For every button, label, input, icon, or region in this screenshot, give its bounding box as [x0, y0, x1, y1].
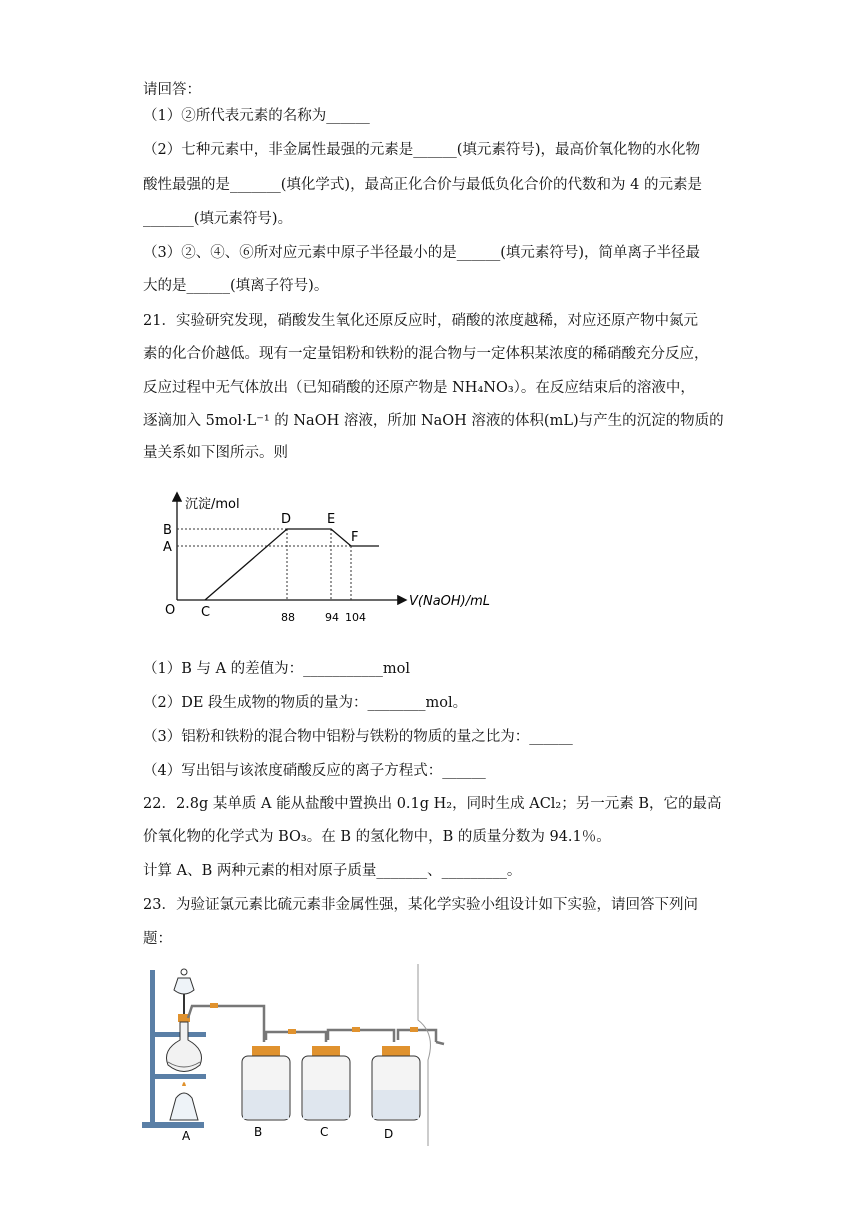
origin-label: O	[165, 603, 176, 618]
x-axis-label: V(NaOH)/mL	[409, 594, 491, 609]
text-line: （1）B 与 A 的差值为：___________mol	[143, 661, 411, 677]
x-tick-94: 94	[325, 611, 339, 624]
y-tick-a: A	[163, 540, 172, 555]
point-d-label: D	[281, 512, 292, 527]
text-line: 逐滴加入 5mol·L⁻¹ 的 NaOH 溶液，所加 NaOH 溶液的体积(mL)与产生的沉淀的物质的	[143, 413, 724, 429]
precipitate-chart	[155, 488, 515, 628]
y-tick-b: B	[163, 523, 172, 538]
bottle-b	[242, 1046, 290, 1120]
text-line: （3）铝粉和铁粉的混合物中铝粉与铁粉的物质的量之比为：______	[143, 729, 573, 745]
question-23-line: 23．为验证氯元素比硫元素非金属性强，某化学实验小组设计如下实验，请回答下列问	[143, 897, 698, 913]
apparatus-diagram	[140, 960, 460, 1150]
text-line: （2）七种元素中，非金属性最强的元素是______(填元素符号)，最高价氧化物的水化物	[143, 142, 701, 158]
point-f-label: F	[351, 530, 359, 545]
bottle-d	[372, 1046, 420, 1120]
question-21-line: 21．实验研究发现，硝酸发生氧化还原反应时，硝酸的浓度越稀，对应还原产物中氮元	[143, 313, 698, 329]
text-line: 大的是______(填离子符号)。	[143, 278, 329, 294]
text-line: （2）DE 段生成物的物质的量为：________mol。	[143, 695, 468, 711]
point-e-label: E	[327, 512, 336, 527]
text-line: 酸性最强的是_______(填化学式)，最高正化合价与最低负化合价的代数和为 4 的元素是	[143, 177, 703, 193]
text-line: 请回答：	[143, 82, 201, 98]
text-line: 计算 A、B 两种元素的相对原子质量_______、_________。	[143, 863, 522, 879]
text-line: 素的化合价越低。现有一定量铝粉和铁粉的混合物与一定体积某浓度的稀硝酸充分反应，	[143, 346, 709, 362]
label-b: B	[254, 1125, 263, 1139]
text-line: 量关系如下图所示。则	[143, 445, 288, 461]
x-tick-88: 88	[281, 611, 295, 624]
text-line: _______(填元素符号)。	[143, 211, 293, 227]
bottle-c	[302, 1046, 350, 1120]
text-line: 价氧化物的化学式为 BO₃。在 B 的氢化物中，B 的质量分数为 94.1％。	[143, 829, 611, 845]
label-c: C	[320, 1125, 329, 1139]
label-a: A	[182, 1129, 191, 1143]
text-line: （4）写出铝与该浓度硝酸反应的离子方程式：______	[143, 763, 486, 779]
text-line: （1）②所代表元素的名称为______	[143, 108, 370, 124]
question-22-line: 22．2.8g 某单质 A 能从盐酸中置换出 0.1g H₂，同时生成 ACl₂；另一元素 B，它的最高	[143, 796, 722, 812]
text-line: 题：	[143, 931, 172, 947]
y-axis-label: 沉淀/mol	[185, 497, 240, 512]
text-line: （3）②、④、⑥所对应元素中原子半径最小的是______(填元素符号)，简单离子半径最	[143, 245, 701, 261]
text-line: 反应过程中无气体放出（已知硝酸的还原产物是 NH₄NO₃）。在反应结束后的溶液中，	[143, 380, 695, 396]
label-d: D	[384, 1127, 394, 1141]
point-c-label: C	[201, 605, 211, 620]
x-tick-104: 104	[345, 611, 366, 624]
